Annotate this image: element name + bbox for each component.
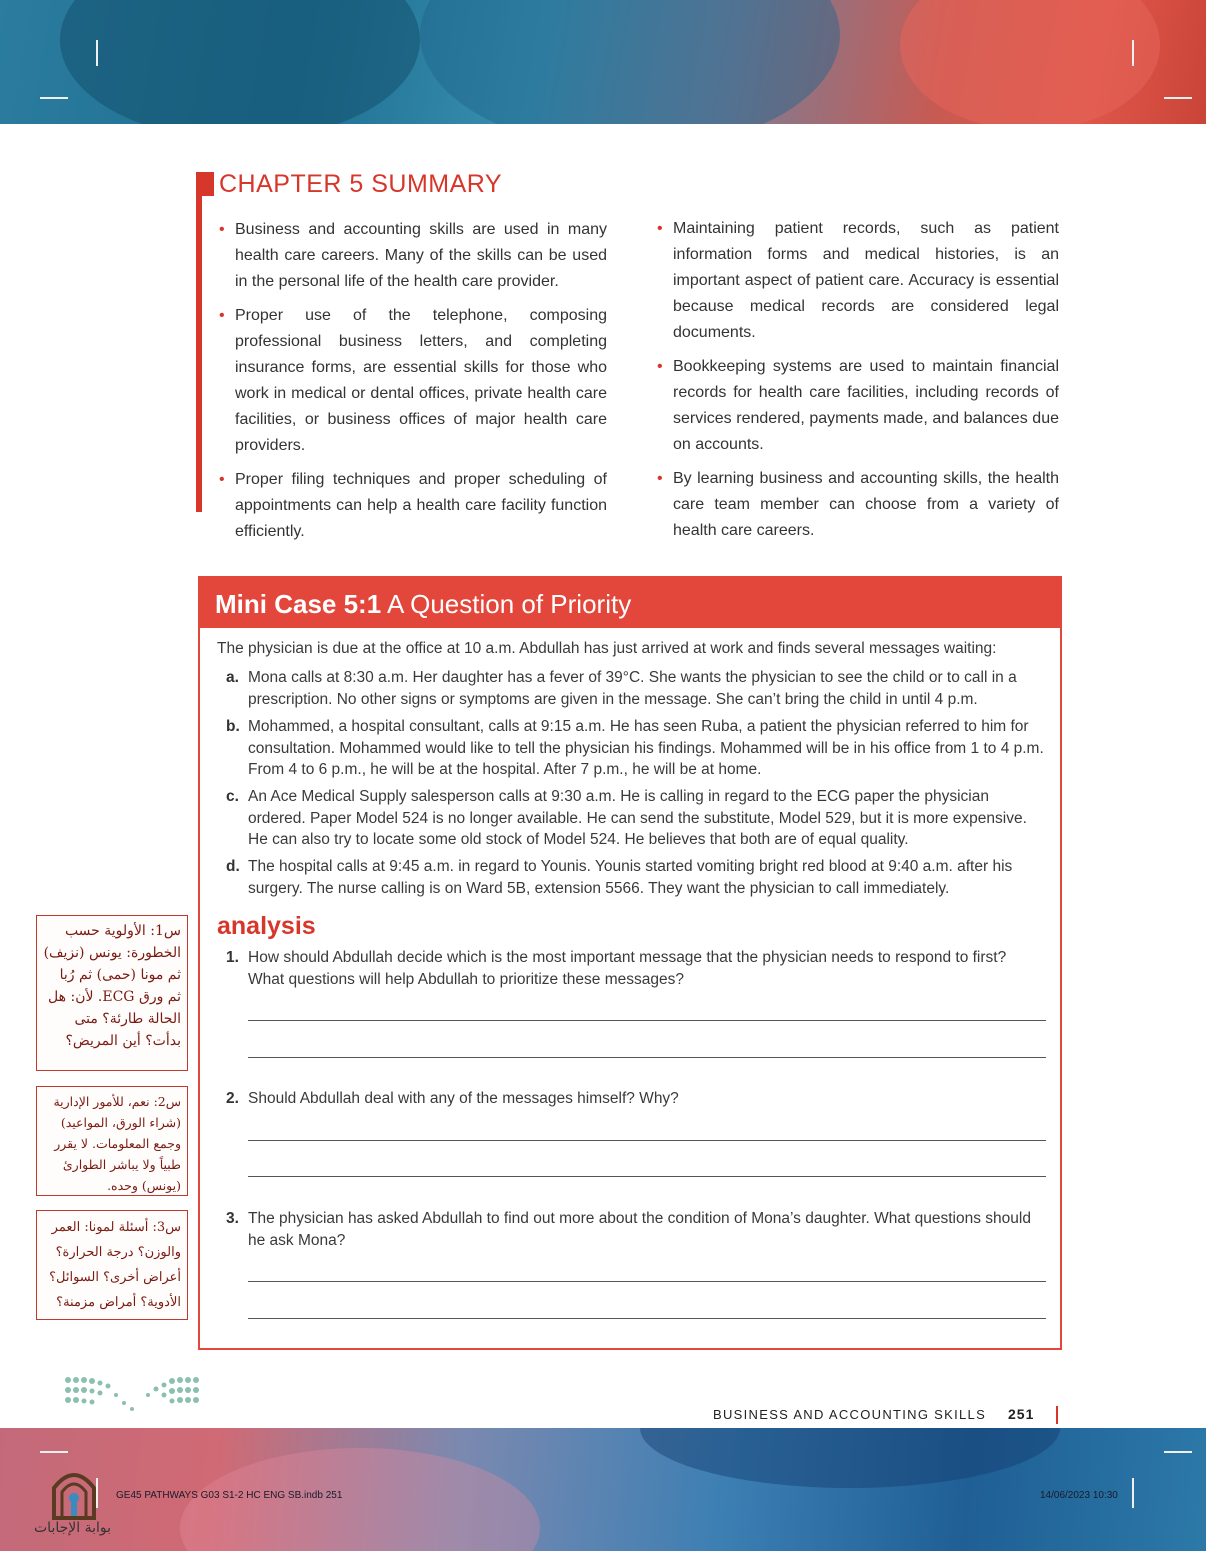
analysis-heading: analysis	[217, 912, 316, 940]
page-number: 251	[1008, 1406, 1035, 1422]
summary-accent-bar	[196, 172, 202, 512]
message-text: Mona calls at 8:30 a.m. Her daughter has a fever of 39°C. She wants the physician to see the child or to call in a prescription. No other signs or symptoms are given in the message. She can’t bring the child in until 4 p.m.	[248, 669, 1017, 708]
case-message-b	[226, 716, 1046, 781]
question-number: 2.	[226, 1090, 239, 1107]
portal-logo-icon	[50, 1466, 98, 1520]
question-text: How should Abdullah decide which is the most important message that the physician needs to respond to first? What questions will help Abdullah to prioritize these messages?	[248, 949, 1007, 988]
answer-line[interactable]	[248, 1020, 1046, 1021]
message-letter: b.	[226, 718, 240, 735]
analysis-question-2	[226, 1088, 1046, 1110]
question-text: The physician has asked Abdullah to find out more about the condition of Mona’s daughter. What questions should he ask Mona?	[248, 1210, 1031, 1249]
answer-line[interactable]	[248, 1318, 1046, 1319]
ministry-logo-icon	[64, 1375, 200, 1415]
message-text: An Ace Medical Supply salesperson calls at 9:30 a.m. He is calling in regard to the ECG paper the physician ordered. Paper Model 524 is no longer available. He can send the substitute, Model 529, but it is more expensive. He can also try to locate some old stock of Model 524. He believes that both are of equal quality.	[248, 788, 1027, 848]
question-text: Should Abdullah deal with any of the messages himself? Why?	[248, 1090, 679, 1107]
answer-line[interactable]	[248, 1057, 1046, 1058]
mini-case-header	[200, 578, 1060, 628]
case-message-a	[226, 667, 1046, 710]
summary-bullet: • By learning business and accounting skills, the health care team member can choose from a variety of health care careers.	[657, 466, 1059, 544]
analysis-question-1	[226, 947, 1046, 990]
message-text: The hospital calls at 9:45 a.m. in regard to Younis. Younis started vomiting bright red blood at 9:40 a.m. after his surgery. The nurse calling is on Ward 5B, extension 5566. They want the physician to call immediately.	[248, 858, 1013, 897]
answer-line[interactable]	[248, 1281, 1046, 1282]
case-message-c	[226, 786, 1046, 851]
summary-bullet: • Proper filing techniques and proper scheduling of appointments can help a health care facility function efficiently.	[219, 467, 607, 545]
message-letter: c.	[226, 788, 239, 805]
summary-title: CHAPTER 5 SUMMARY	[219, 170, 503, 198]
portal-label: بوابة الإجابات	[34, 1520, 112, 1536]
mini-case-label: Mini Case 5:1	[215, 589, 382, 619]
question-number: 3.	[226, 1210, 239, 1227]
print-slug: GE45 PATHWAYS G03 S1-2 HC ENG SB.indb 251	[116, 1490, 343, 1501]
mini-case-box	[198, 576, 1062, 1350]
margin-note-answer-3: س3: أسئلة لمونا: العمر والوزن؟ درجة الحرارة؟ أعراض أخرى؟ السوائل؟ الأدوية؟ أمراض مزمنة؟	[36, 1210, 188, 1320]
mini-case-title	[215, 589, 631, 620]
summary-bullet: • Bookkeeping systems are used to maintain financial records for health care facilities, including records of services rendered, payments made, and balances due on accounts.	[657, 354, 1059, 458]
analysis-question-3	[226, 1208, 1046, 1251]
running-head: BUSINESS AND ACCOUNTING SKILLS	[713, 1407, 987, 1422]
question-number: 1.	[226, 949, 239, 966]
margin-note-answer-1: س1: الأولوية حسب الخطورة: يونس (نزيف) ثم مونا (حمى) ثم رُبا ثم ورق ECG. لأن: هل الحالة طارئة؟ متى بدأت؟ أين المريض؟	[36, 915, 188, 1071]
footer-accent-bar	[1056, 1406, 1058, 1424]
summary-bullet: • Maintaining patient records, such as patient information forms and medical histories, is an important aspect of patient care. Accuracy is essential because medical records are considered legal documents.	[657, 216, 1059, 346]
margin-note-answer-2: س2: نعم، للأمور الإدارية (شراء الورق، المواعيد) وجمع المعلومات. لا يقرر طبياً ولا يباشر الطوارئ (يونس) وحده.	[36, 1086, 188, 1196]
mini-case-subtitle: A Question of Priority	[386, 589, 632, 619]
summary-bullet: • Proper use of the telephone, composing professional business letters, and completing insurance forms, are essential skills for those who work in medical or dental offices, private health care facilities, or business offices of major health care providers.	[219, 303, 607, 459]
summary-left-column	[219, 217, 607, 553]
message-letter: a.	[226, 669, 239, 686]
summary-right-column	[657, 216, 1059, 552]
answer-line[interactable]	[248, 1140, 1046, 1141]
print-date: 14/06/2023 10:30	[1040, 1490, 1118, 1501]
message-text: Mohammed, a hospital consultant, calls at 9:15 a.m. He has seen Ruba, a patient the physician referred to him for consultation. Mohammed would like to tell the physician his findings. Mohammed will be in his office from 1 to 4 p.m. From 4 to 6 p.m., he will be at the hospital. After 7 p.m., he will be at home.	[248, 718, 1044, 778]
message-letter: d.	[226, 858, 240, 875]
mini-case-intro: The physician is due at the office at 10 a.m. Abdullah has just arrived at work and finds several messages waiting:	[217, 640, 997, 657]
case-message-d	[226, 856, 1046, 899]
summary-bullet: • Business and accounting skills are used in many health care careers. Many of the skills can be used in the personal life of the health care provider.	[219, 217, 607, 295]
summary-accent-tab	[196, 172, 214, 196]
top-banner	[0, 0, 1206, 124]
answer-line[interactable]	[248, 1176, 1046, 1177]
